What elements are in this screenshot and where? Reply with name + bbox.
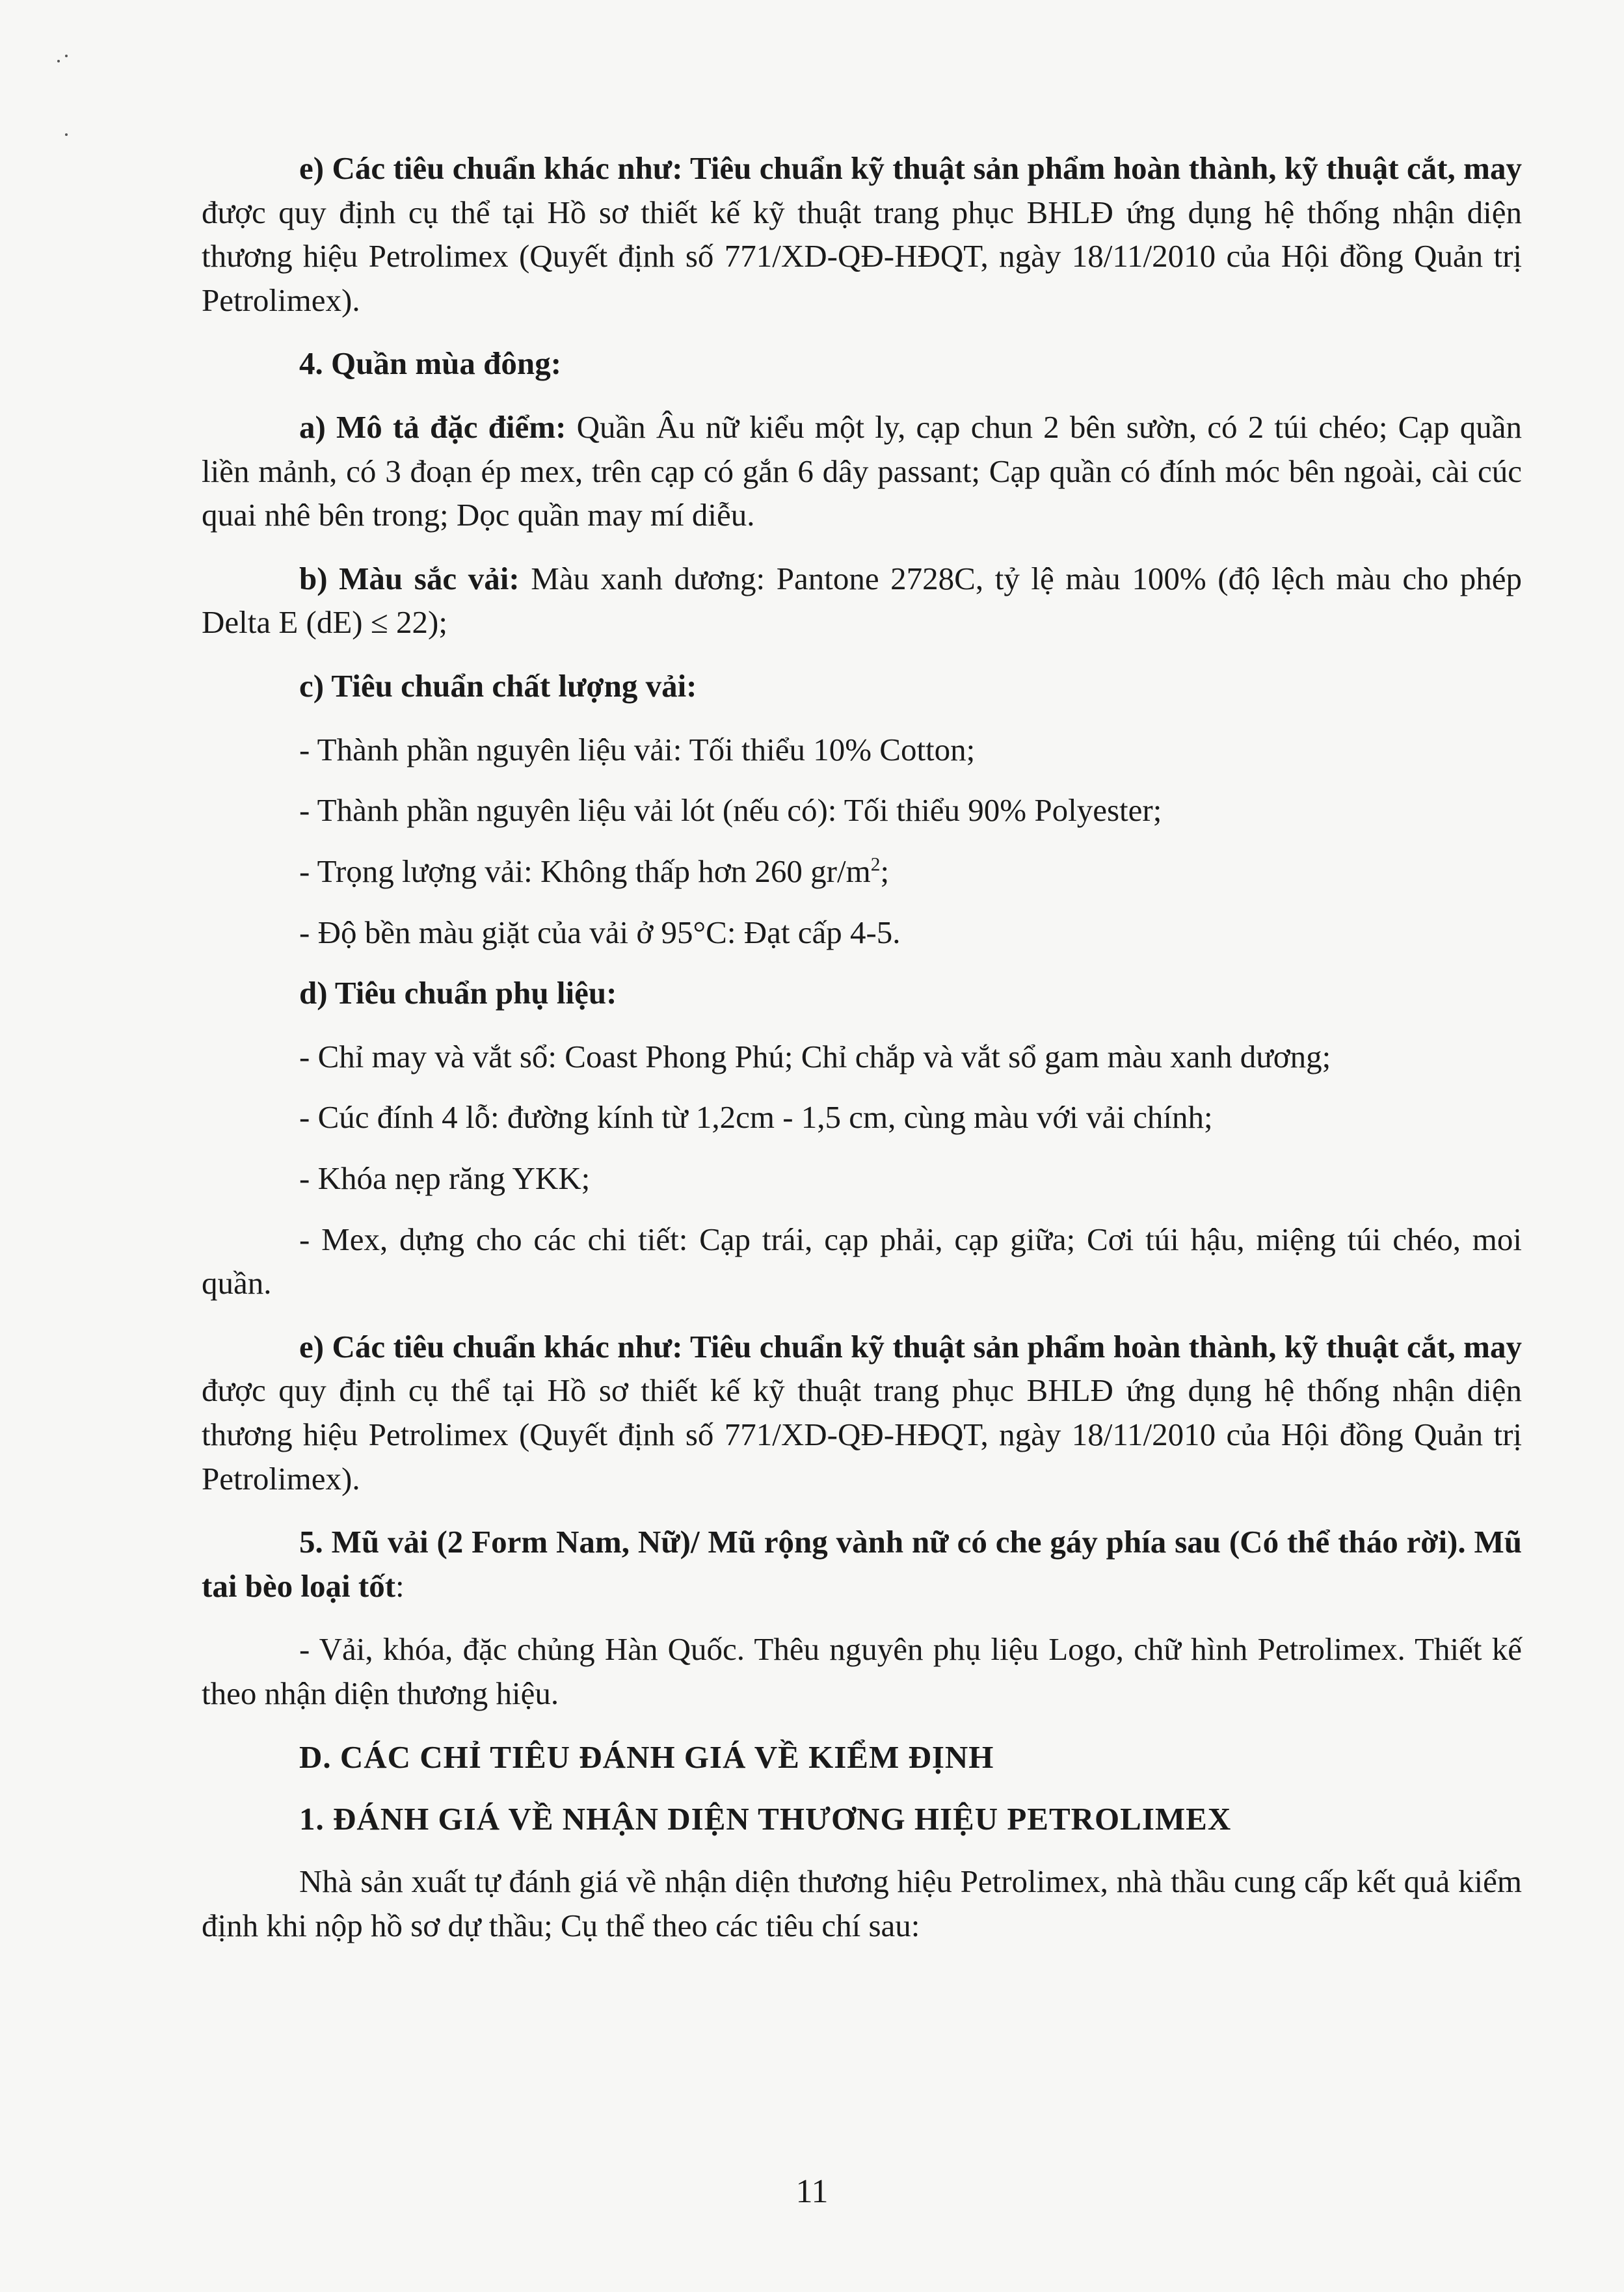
list-item: - Độ bền màu giặt của vải ở 95°C: Đạt cấp 4-5. (299, 914, 901, 950)
paragraph-b-color (202, 557, 1522, 645)
list-item: - Chỉ may và vắt sổ: Coast Phong Phú; Chỉ chắp và vắt sổ gam màu xanh dương; (299, 1038, 1331, 1074)
list-item-end: ; (880, 853, 890, 889)
scan-speck (65, 55, 68, 57)
document-body (202, 146, 1522, 1967)
heading-c-fabric-quality (202, 664, 1522, 708)
list-item: - Thành phần nguyên liệu vải lót (nếu có): Tối thiểu 90% Polyester; (299, 792, 1162, 829)
paragraph-e-other-standards (202, 146, 1522, 322)
list-item: - Cúc đính 4 lỗ: đường kính từ 1,2cm - 1,5 cm, cùng màu với vải chính; (299, 1099, 1213, 1136)
paragraph-a-description (202, 405, 1522, 537)
heading-section-d1: 1. ĐÁNH GIÁ VỀ NHẬN DIỆN THƯƠNG HIỆU PETROLIMEX (299, 1801, 1232, 1837)
e2-heading: e) Các tiêu chuẩn khác như: Tiêu chuẩn kỹ thuật sản phẩm hoàn thành, kỹ thuật cắt, may (299, 1328, 1522, 1365)
paragraph-e2-other-standards (202, 1325, 1522, 1500)
e2-text: được quy định cụ thể tại Hồ sơ thiết kế kỹ thuật trang phục BHLĐ ứng dụng hệ thống nhận diện thương hiệu Petrolimex (Quyết định số 771/XD-QĐ-HĐQT, ngày 18/11/2010 của Hội đồng Quản trị Petrolimex). (202, 1372, 1522, 1497)
hats-title: 5. Mũ vải (2 Form Nam, Nữ)/ Mũ rộng vành nữ có che gáy phía sau (Có thể tháo rời). Mũ tai bèo loại tốt (202, 1524, 1522, 1604)
c-heading: c) Tiêu chuẩn chất lượng vải: (299, 668, 697, 704)
heading-section-d: D. CÁC CHỈ TIÊU ĐÁNH GIÁ VỀ KIỂM ĐỊNH (299, 1739, 994, 1775)
scan-speck (57, 60, 60, 62)
d-heading: d) Tiêu chuẩn phụ liệu: (299, 975, 617, 1011)
a-text: Quần Âu nữ kiểu một ly, cạp chun 2 bên sườn, có 2 túi chéo; Cạp quần liền mảnh, có 3 đoạn ép mex, trên cạp có gắn 6 dây passant; Cạp quần có đính móc bên ngoài, cài cúc quai nhê bên trong; Dọc quần may mí diễu. (202, 409, 1522, 533)
heading-winter-trousers (202, 341, 1522, 386)
heading-hats (202, 1520, 1522, 1608)
paragraph-d1-text: Nhà sản xuất tự đánh giá về nhận diện thương hiệu Petrolimex, nhà thầu cung cấp kết quả kiểm định khi nộp hồ sơ dự thầu; Cụ thể theo các tiêu chí sau: (202, 1863, 1522, 1943)
list-item (202, 849, 1522, 894)
e-heading: e) Các tiêu chuẩn khác như: Tiêu chuẩn kỹ thuật sản phẩm hoàn thành, kỹ thuật cắt, may (299, 150, 1522, 186)
e-text: được quy định cụ thể tại Hồ sơ thiết kế kỹ thuật trang phục BHLĐ ứng dụng hệ thống nhận diện thương hiệu Petrolimex (Quyết định số 771/XD-QĐ-HĐQT, ngày 18/11/2010 của Hội đồng Quản trị Petrolimex). (202, 194, 1522, 318)
b-text: Màu xanh dương: Pantone 2728C, tỷ lệ màu 100% (độ lệch màu cho phép Delta E (dE) ≤ 22); (202, 560, 1522, 641)
page-number: 11 (795, 2173, 829, 2210)
b-heading: b) Màu sắc vải: (299, 560, 520, 596)
heading-d-accessories (202, 971, 1522, 1015)
list-item: - Thành phần nguyên liệu vải: Tối thiểu 10% Cotton; (299, 731, 976, 767)
superscript: 2 (870, 854, 881, 875)
list-item: - Khóa nẹp răng YKK; (299, 1160, 591, 1196)
hats-colon: : (395, 1567, 405, 1604)
paragraph-hats-text: - Vải, khóa, đặc chủng Hàn Quốc. Thêu nguyên phụ liệu Logo, chữ hình Petrolimex. Thiết kế theo nhận diện thương hiệu. (202, 1631, 1522, 1712)
scan-speck (65, 133, 68, 136)
a-heading: a) Mô tả đặc điểm: (299, 409, 566, 446)
list-item-text: - Trọng lượng vải: Không thấp hơn 260 gr/m (299, 853, 871, 889)
list-item: - Mex, dựng cho các chi tiết: Cạp trái, cạp phải, cạp giữa; Cơi túi hậu, miệng túi chéo, moi quần. (202, 1221, 1522, 1301)
winter-trousers-title: 4. Quần mùa đông: (299, 345, 562, 382)
